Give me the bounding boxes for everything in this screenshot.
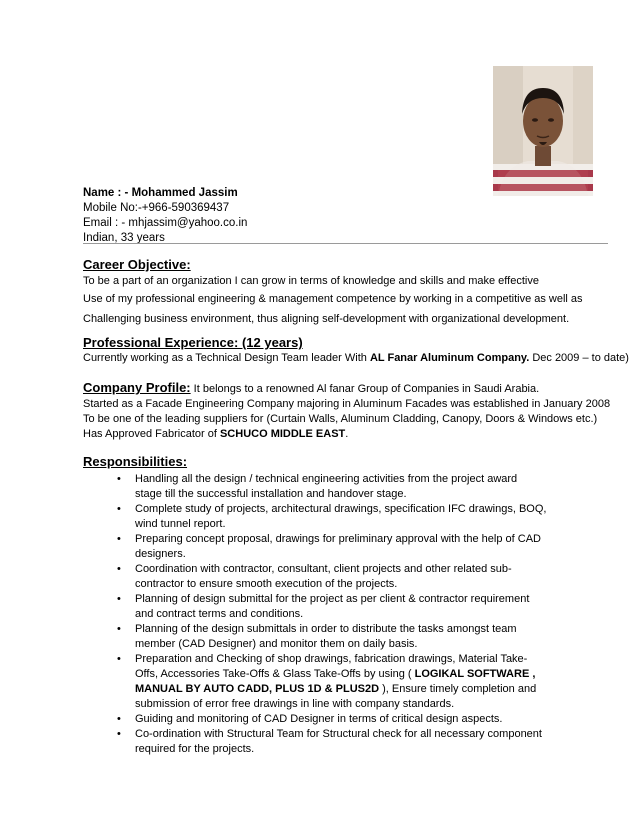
company-profile-intro-line [83, 380, 623, 397]
career-objective-line: Challenging business environment, thus aligning self-development with organizational development. [83, 313, 570, 325]
bullet: • [117, 653, 121, 665]
list-item [117, 532, 547, 562]
career-objective-line: To be a part of an organization I can grow in terms of knowledge and skills and make effective [83, 275, 539, 287]
name-label: Name : - [83, 187, 132, 199]
list-item [117, 592, 547, 622]
contact-mobile: Mobile No:-+966-590369437 [83, 202, 230, 214]
bullet: • [117, 623, 121, 635]
responsibilities-section [83, 454, 623, 469]
name-value: Mohammed Jassim [131, 187, 238, 199]
list-item-line: and contract terms and conditions. [135, 608, 304, 620]
career-objective-heading: Career Objective: [83, 257, 191, 272]
section-divider [83, 243, 608, 244]
list-item-line: Guiding and monitoring of CAD Designer in terms of critical design aspects. [135, 713, 503, 725]
company-profile-section [83, 380, 623, 442]
profile-photo [493, 66, 593, 196]
responsibilities-list [117, 472, 547, 757]
contact-nationality-age: Indian, 33 years [83, 232, 165, 244]
bullet: • [117, 503, 121, 515]
company-profile-heading: Company Profile: [83, 380, 191, 395]
list-item [117, 472, 547, 502]
list-item [117, 727, 547, 757]
list-item-line: wind tunnel report. [135, 518, 226, 530]
company-profile-intro: It belongs to a renowned Al fanar Group of Companies in Saudi Arabia. [190, 383, 540, 395]
list-item-line: submission of error free drawings in line with company standards. [135, 698, 455, 710]
list-item-line: required for the projects. [135, 743, 255, 755]
list-item [117, 652, 547, 712]
professional-experience-heading: Professional Experience: (12 years) [83, 335, 303, 350]
list-item [117, 562, 547, 592]
experience-company: AL Fanar Aluminum Company. [369, 352, 530, 364]
list-item-line: Co-ordination with Structural Team for Structural check for all necessary component [135, 728, 542, 740]
list-item [117, 502, 547, 532]
company-profile-line [83, 427, 623, 442]
career-objective-line: Use of my professional engineering & management competence by working in a competitive as well as [83, 293, 583, 305]
experience-text-after: Dec 2009 – to date) [529, 352, 629, 364]
company-profile-line4-before: Has Approved Fabricator of [83, 428, 220, 440]
bullet: • [117, 728, 121, 740]
bullet: • [117, 473, 121, 485]
list-item [117, 712, 547, 727]
career-objective-section [83, 257, 623, 327]
list-item-text: Offs, Accessories Take-Offs & Glass Take-Offs by using ( [135, 668, 415, 680]
list-item-line: Planning of the design submittals in order to distribute the tasks amongst team [135, 623, 517, 635]
list-item-line: Complete study of projects, architectural drawings, specification IFC drawings, BOQ, [135, 503, 547, 515]
software-tools: MANUAL BY AUTO CADD, PLUS 1D & PLUS2D [135, 683, 380, 695]
list-item-line [135, 667, 547, 682]
professional-experience-section [83, 335, 629, 366]
company-profile-line: To be one of the leading suppliers for (Curtain Walls, Aluminum Cladding, Canopy, Doors & Windows etc.) [83, 413, 598, 425]
list-item-line: stage till the successful installation and handover stage. [135, 488, 407, 500]
bullet: • [117, 563, 121, 575]
list-item-line: contractor to ensure smooth execution of the projects. [135, 578, 398, 590]
responsibilities-heading: Responsibilities: [83, 454, 188, 469]
list-item-line: Planning of design submittal for the project as per client & contractor requirement [135, 593, 530, 605]
company-profile-fabricator: SCHUCO MIDDLE EAST [219, 428, 346, 440]
contact-name-line [83, 186, 638, 201]
bullet: • [117, 593, 121, 605]
bullet: • [117, 533, 121, 545]
software-name: LOGIKAL SOFTWARE , [414, 668, 536, 680]
list-item-line: designers. [135, 548, 186, 560]
profile-photo-image [493, 66, 593, 196]
bullet: • [117, 713, 121, 725]
company-profile-line4-after: . [345, 428, 349, 440]
list-item-line: member (CAD Designer) and monitor them on daily basis. [135, 638, 418, 650]
contact-email: Email : - mhjassim@yahoo.co.in [83, 217, 248, 229]
list-item-line [135, 682, 547, 697]
experience-text-before: Currently working as a Technical Design Team leader With [83, 352, 370, 364]
list-item-line: Preparation and Checking of shop drawings, fabrication drawings, Material Take- [135, 653, 528, 665]
list-item-line: Preparing concept proposal, drawings for preliminary approval with the help of CAD [135, 533, 541, 545]
list-item-text: ), Ensure timely completion and [379, 683, 537, 695]
professional-experience-text [83, 351, 629, 366]
contact-info [83, 186, 638, 246]
company-profile-line: Started as a Facade Engineering Company majoring in Aluminum Facades was established in January 2008 [83, 398, 611, 410]
list-item-line: Coordination with contractor, consultant, client projects and other related sub- [135, 563, 512, 575]
list-item [117, 622, 547, 652]
list-item-line: Handling all the design / technical engineering activities from the project award [135, 473, 518, 485]
